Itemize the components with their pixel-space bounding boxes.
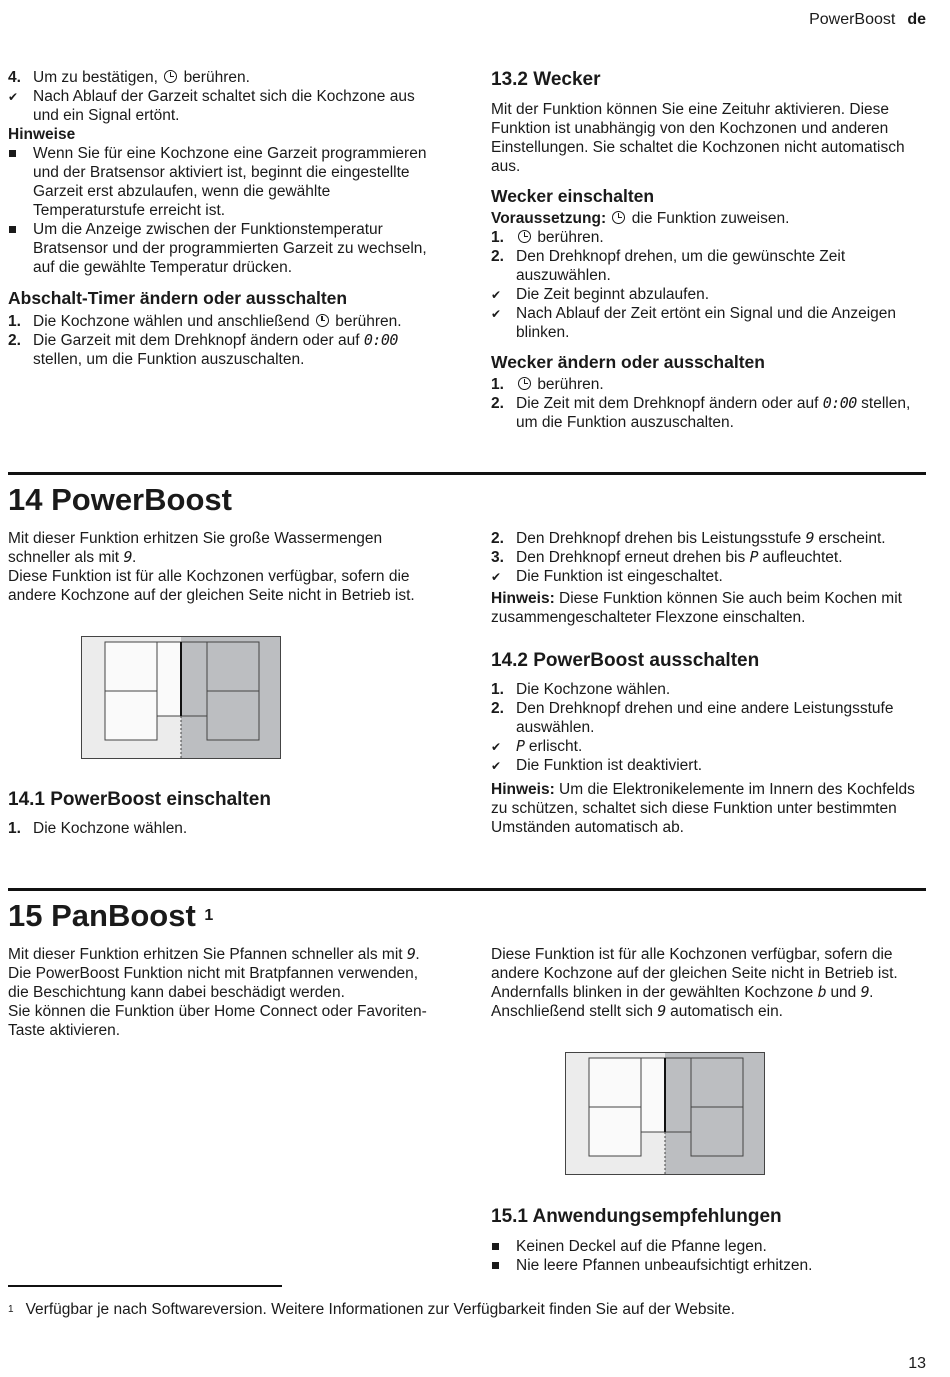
panboost-intro: Mit dieser Funktion erhitzen Sie Pfannen schneller als mit 9. Die PowerBoost Funktion nicht mit Bratpfannen verwenden, die Beschichtung kann dabei beschädigt werden. Sie können die Funktion über Home Connect oder Favoriten-Taste aktivieren. <box>8 945 427 1039</box>
footnote-mark: 1 <box>8 1304 14 1315</box>
hints-title: Hinweise <box>8 126 76 143</box>
check-icon <box>491 304 513 324</box>
result-item: ✔ P erlischt. <box>491 737 923 756</box>
powerboost-hint: Hinweis: Diese Funktion können Sie auch beim Kochen mit zusammengeschalteter Flexzone einschalten. <box>491 590 902 626</box>
step-item: 3. Den Drehknopf erneut drehen bis P aufleuchtet. <box>491 548 843 566</box>
wecker-title: 13.2 Wecker <box>491 69 601 90</box>
result-item: ✔ Die Funktion ist eingeschaltet. <box>491 567 923 586</box>
recommendation-item: Nie leere Pfannen unbeaufsichtigt erhitzen. <box>491 1256 923 1275</box>
check-icon <box>491 285 513 305</box>
display-value: 0:00 <box>363 331 398 349</box>
wecker-section <box>491 68 923 432</box>
section-divider <box>8 888 926 891</box>
panboost-availability: Diese Funktion ist für alle Kochzonen verfügbar, sofern die andere Kochzone auf der gleichen Seite nicht in Betrieb ist. Andernfalls blinken in der gewählten Kochzone b und 9. Anschließend stellt sich 9 automatisch ein. <box>491 946 898 1020</box>
step-item: 4. Um zu bestätigen, berühren. <box>8 69 250 86</box>
footnote-divider <box>8 1285 282 1287</box>
display-value: b <box>817 983 827 1001</box>
check-icon <box>491 567 513 587</box>
clock-icon <box>518 230 531 243</box>
step-item: 2. Die Zeit mit dem Drehknopf ändern oder auf 0:00 stellen, um die Funktion auszuschalten. <box>491 394 911 431</box>
prerequisite: Voraussetzung: die Funktion zuweisen. <box>491 210 790 227</box>
footnote: $^1$ Verfügbar je nach Softwareversion. Weitere Informationen zur Verfügbarkeit finden Sie auf der Website. <box>8 1301 735 1318</box>
display-value: 0:00 <box>822 394 857 412</box>
recommendations-title: 15.1 Anwendungsempfehlungen <box>491 1206 782 1227</box>
powerboost-on-section <box>8 788 440 838</box>
header-title: PowerBoost <box>809 11 896 28</box>
powerboost-steps-cont <box>491 529 923 837</box>
timer-change-title: Abschalt-Timer ändern oder ausschalten <box>8 288 348 308</box>
page-number: 13 <box>908 1355 926 1372</box>
powerboost-hint: Hinweis: Um die Elektronikelemente im Innern des Kochfelds zu schützen, schaltet sich diese Funktion unter bestimmten Umständen automatisch ab. <box>491 781 915 836</box>
step-item: 2. Den Drehknopf drehen bis Leistungsstufe 9 erscheint. <box>491 529 886 547</box>
hint-item: Um die Anzeige zwischen der Funktionstemperatur Bratsensor und der programmierten Garzeit zu wechseln, auf die gewählte Temperatur drücken. <box>8 220 440 277</box>
display-value: 9 <box>123 548 132 566</box>
display-value: 9 <box>657 1002 666 1020</box>
clock-icon <box>164 70 177 83</box>
check-icon <box>8 87 30 107</box>
step-item: 1. Die Kochzone wählen und anschließend berühren. <box>8 313 402 330</box>
step-item: 2. Die Garzeit mit dem Drehknopf ändern oder auf 0:00 stellen, um die Funktion auszuschalten. <box>8 331 398 368</box>
bullet-icon <box>8 144 30 163</box>
display-value: 9 <box>406 945 416 963</box>
powerboost-title: 14 PowerBoost <box>8 482 232 517</box>
step-item: 2. Den Drehknopf drehen, um die gewünschte Zeit auszuwählen. <box>491 248 846 284</box>
cooktop-zones-graphic <box>565 1052 765 1175</box>
recommendation-item: Keinen Deckel auf die Pfanne legen. <box>491 1237 923 1256</box>
clock-icon <box>612 211 625 224</box>
result-item: ✔ Nach Ablauf der Zeit ertönt ein Signal und die Anzeigen blinken. <box>491 304 923 342</box>
cooktop-zones-graphic <box>81 636 281 759</box>
wecker-change-title: Wecker ändern oder ausschalten <box>491 352 765 372</box>
wecker-on-title: Wecker einschalten <box>491 186 655 206</box>
section-divider <box>8 472 926 475</box>
footnote-ref: 1 <box>204 907 214 924</box>
panboost-title: 15 PanBoost $^1$ <box>8 898 214 933</box>
header-lang: de <box>907 11 926 28</box>
display-value: 9 <box>805 529 815 547</box>
timer-section <box>8 68 440 369</box>
running-header <box>809 10 926 29</box>
bullet-icon <box>491 1256 513 1275</box>
check-icon <box>491 756 513 776</box>
bullet-icon <box>8 220 30 239</box>
result-item: ✔ Die Zeit beginnt abzulaufen. <box>491 285 923 304</box>
clock-icon <box>316 314 329 327</box>
cooktop-diagram <box>565 1052 765 1175</box>
powerboost-intro: Mit dieser Funktion erhitzen Sie große Wassermengen schneller als mit 9. Diese Funktion ist für alle Kochzonen verfügbar, sofern die andere Kochzone auf der gleichen Seite nicht in Betrieb ist. <box>8 530 415 604</box>
powerboost-on-title: 14.1 PowerBoost einschalten <box>8 789 271 810</box>
cooktop-diagram <box>81 636 281 759</box>
result-item: ✔ Die Funktion ist deaktiviert. <box>491 756 923 775</box>
powerboost-off-title: 14.2 PowerBoost ausschalten <box>491 650 760 671</box>
bullet-icon <box>491 1237 513 1256</box>
display-value: P <box>516 737 525 755</box>
step-item: 1. Die Kochzone wählen. <box>491 681 671 698</box>
step-item: 1. berühren. <box>491 229 604 246</box>
display-value: 9 <box>860 983 870 1001</box>
display-value: P <box>749 548 759 566</box>
wecker-intro: Mit der Funktion können Sie eine Zeituhr aktivieren. Diese Funktion ist unabhängig von den Kochzonen und anderen Einstellungen. Sie schaltet die Kochzonen nicht automatisch aus. <box>491 101 905 175</box>
step-item: 1. Die Kochzone wählen. <box>8 820 188 837</box>
step-item: 2. Den Drehknopf drehen und eine andere Leistungsstufe auswählen. <box>491 700 894 736</box>
check-icon <box>491 737 513 757</box>
clock-icon <box>518 377 531 390</box>
result-item: ✔ Nach Ablauf der Garzeit schaltet sich die Kochzone aus und ein Signal ertönt. <box>8 87 440 125</box>
recommendations-section <box>491 1205 923 1275</box>
hint-item: Wenn Sie für eine Kochzone eine Garzeit programmieren und der Bratsensor aktiviert ist, beginnt die eingestellte Garzeit erst abzulaufen, wenn die gewählte Temperaturstufe erreicht ist. <box>8 144 440 220</box>
step-item: 1. berühren. <box>491 376 604 393</box>
